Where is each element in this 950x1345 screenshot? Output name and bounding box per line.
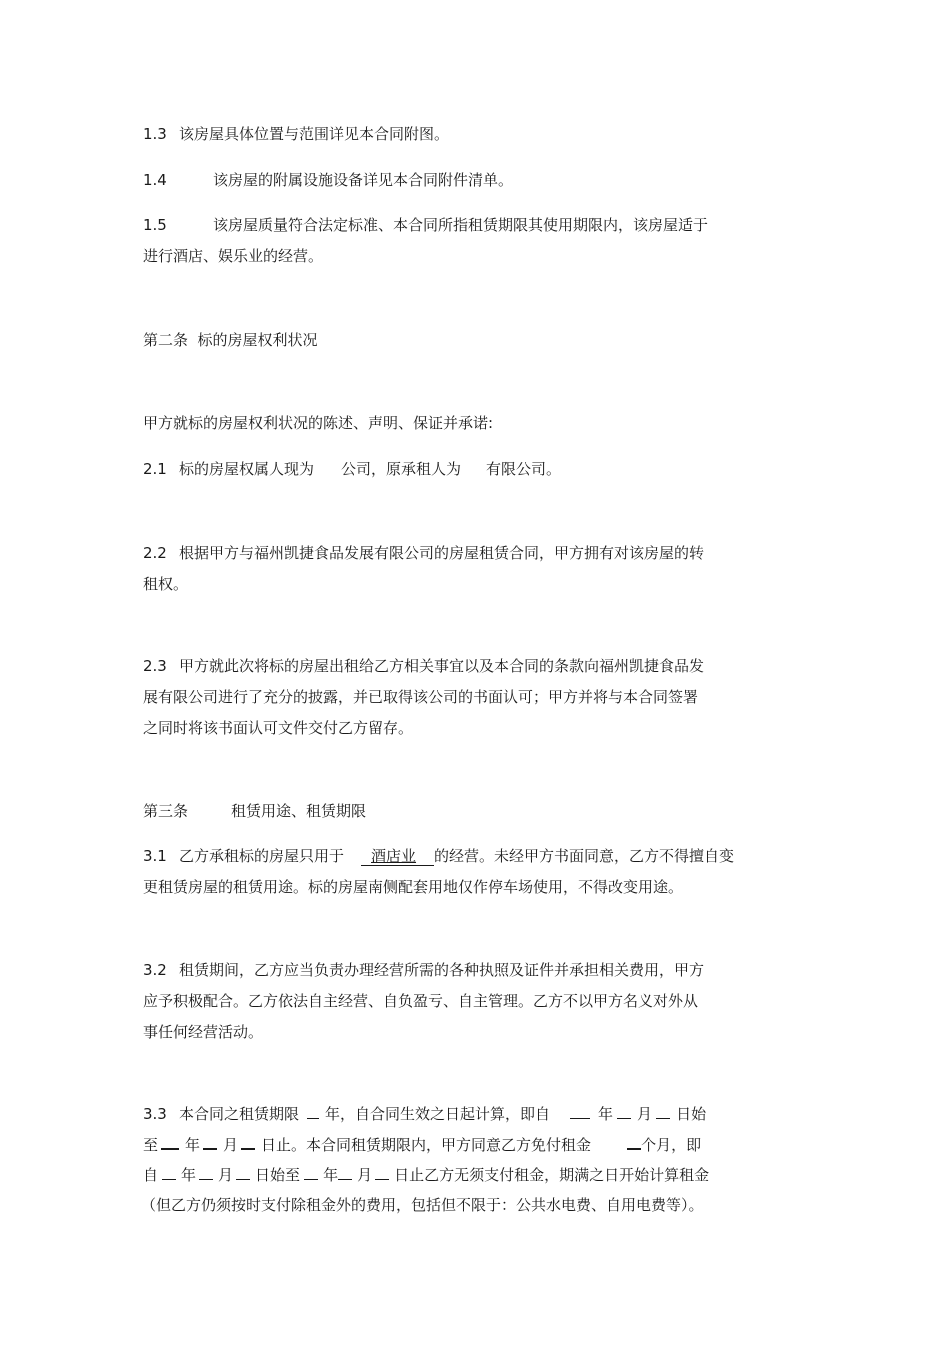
clause-text: 日始 (676, 1105, 707, 1123)
clause-2-3-cont-1: 展有限公司进行了充分的披露，并已取得该公司的书面认可；甲方并将与本合同签署 (143, 688, 699, 706)
blank-field (241, 1134, 255, 1150)
clause-2-2 (143, 543, 704, 563)
blank-field (307, 1104, 319, 1119)
blank-field (627, 1134, 641, 1150)
article-3-heading (143, 801, 366, 821)
blank-field (375, 1165, 389, 1180)
clause-3-2-cont-2: 事任何经营活动。 (143, 1023, 264, 1041)
clause-text: 该房屋具体位置与范围详见本合同附图。 (179, 125, 450, 143)
clause-3-1-cont: 更租赁房屋的租赁用途。标的房屋南侧配套用地仅作停车场使用，不得改变用途。 (143, 878, 684, 896)
clause-number: 1.3 (143, 125, 167, 143)
blank-field (304, 1165, 318, 1180)
clause-text: 公司，原承租人为 (341, 460, 462, 478)
clause-number: 3.3 (143, 1105, 167, 1123)
clause-text: 甲方就此次将标的房屋出租给乙方相关事宜以及本合同的条款向福州凯捷食品发 (179, 657, 705, 675)
clause-number: 2.1 (143, 460, 167, 478)
clause-3-2 (143, 960, 704, 980)
blank-field (203, 1134, 217, 1150)
clause-1-5 (143, 215, 708, 235)
clause-number: 2.3 (143, 657, 167, 675)
clause-text: 根据甲方与福州凯捷食品发展有限公司的房屋租赁合同，甲方拥有对该房屋的转 (179, 544, 705, 562)
clause-text: 年 (323, 1166, 339, 1184)
clause-number: 3.1 (143, 847, 167, 865)
clause-3-3-cont-2 (143, 1165, 709, 1185)
blank-field (162, 1165, 176, 1180)
clause-1-4 (143, 170, 513, 190)
clause-2-3-cont-2: 之同时将该书面认可文件交付乙方留存。 (143, 719, 414, 737)
blank-field (570, 1104, 590, 1119)
clause-3-3-cont-1 (143, 1134, 701, 1155)
article-2-heading: 第二条 标的房屋权利状况 (143, 331, 318, 349)
clause-text: 日始至 (255, 1166, 301, 1184)
blank-field (161, 1134, 179, 1150)
clause-3-1 (143, 846, 734, 866)
clause-text: 日止乙方无须支付租金，期满之日开始计算租金 (394, 1166, 710, 1184)
clause-text: 该房屋质量符合法定标准、本合同所指租赁期限其使用期限内，该房屋适于 (213, 216, 709, 234)
blank-field (656, 1104, 670, 1119)
clause-number: 3.2 (143, 961, 167, 979)
clause-3-2-cont-1: 应予积极配合。乙方依法自主经营、自负盈亏、自主管理。乙方不以甲方名义对外从 (143, 992, 699, 1010)
clause-text: 有限公司。 (486, 460, 562, 478)
clause-text: 乙方承租标的房屋只用于 (179, 847, 345, 865)
clause-text: 进行酒店、娱乐业的经营。 (143, 247, 324, 265)
clause-text: 年，自合同生效之日起计算，即自 (325, 1105, 551, 1123)
clause-1-3 (143, 124, 449, 144)
blank-field (617, 1104, 631, 1119)
clause-text: 月 (637, 1105, 653, 1123)
clause-2-1 (143, 459, 561, 479)
clause-text: 租赁期间，乙方应当负责办理经营所需的各种执照及证件并承担相关费用，甲方 (179, 961, 705, 979)
clause-text: 年 (181, 1166, 197, 1184)
clause-text: 月 (223, 1136, 239, 1154)
clause-3-3 (143, 1104, 706, 1124)
article-2-intro: 甲方就标的房屋权利状况的陈述、声明、保证并承诺: (143, 414, 494, 432)
clause-number: 2.2 (143, 544, 167, 562)
clause-text: 标的房屋权属人现为 (179, 460, 315, 478)
clause-text: 的经营。未经甲方书面同意，乙方不得擅自变 (434, 847, 735, 865)
clause-text: 自 (143, 1166, 159, 1184)
clause-text: 该房屋的附属设施设备详见本合同附件清单。 (213, 171, 514, 189)
clause-2-2-cont: 租权。 (143, 575, 189, 593)
clause-number: 1.5 (143, 216, 167, 234)
clause-2-3 (143, 656, 704, 676)
clause-text: 至 (143, 1136, 159, 1154)
clause-1-5-cont (143, 246, 323, 266)
clause-text: 本合同之租赁期限 (179, 1105, 300, 1123)
blank-field (338, 1165, 352, 1180)
clause-text: 月 (357, 1166, 373, 1184)
use-field: 酒店业 (361, 847, 434, 866)
clause-3-3-cont-3: （但乙方仍须按时支付除租金外的费用，包括但不限于：公共水电费、自用电费等）。 (141, 1196, 704, 1214)
clause-text: 年 (185, 1136, 201, 1154)
blank-field (199, 1165, 213, 1180)
clause-text: 年 (598, 1105, 614, 1123)
clause-text: 月 (218, 1166, 234, 1184)
blank-field (236, 1165, 250, 1180)
clause-text: 个月，即 (641, 1136, 702, 1154)
clause-number: 1.4 (143, 171, 167, 189)
article-label: 第三条 (143, 802, 189, 820)
article-title: 租赁用途、租赁期限 (231, 802, 367, 820)
clause-text: 日止。本合同租赁期限内，甲方同意乙方免付租金 (261, 1136, 592, 1154)
